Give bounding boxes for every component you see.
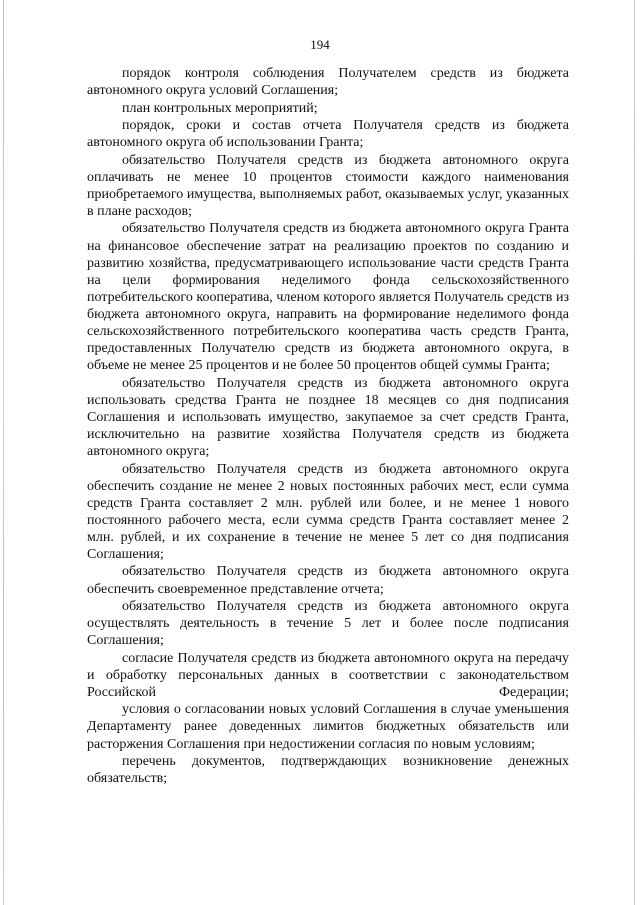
paragraph-cofinancing-obligation: обязательство Получателя средств из бюджета автономного округа оплачивать не менее 10 процентов стоимости каждого наименования приобретаемого имущества, выполняемых работ, оказываемых услуг, указанных в плане расходов;	[87, 152, 569, 219]
paragraph-report-procedure: порядок, сроки и состав отчета Получателя средств из бюджета автономного округа об использовании Гранта;	[87, 118, 569, 151]
paragraph-jobs-obligation: обязательство Получателя средств из бюджета автономного округа обеспечить создание не менее 2 новых постоянных рабочих мест, если сумма средств Гранта составляет 2 млн. рублей или более, и не менее 1 нового постоянного рабочего места, если сумма средств Гранта составляет менее 2 млн. рублей, и их сохранение в течение не менее 5 лет со дня подписания Соглашения;	[87, 461, 569, 562]
paragraph-activity-obligation: обязательство Получателя средств из бюджета автономного округа осуществлять деятельность в течение 5 лет и более после подписания Соглашения;	[87, 599, 569, 649]
paragraph-new-terms-conditions: условия о согласовании новых условий Соглашения в случае уменьшения Департаменту ранее доведенных лимитов бюджетных обязательств или расторжения Соглашения при недостижении согласия по новым условиям;	[87, 702, 569, 752]
paragraph-control-plan: план контрольных мероприятий;	[122, 100, 318, 116]
paragraph-reporting-obligation: обязательство Получателя средств из бюджета автономного округа обеспечить своевременное представление отчета;	[87, 564, 569, 597]
document-body	[87, 65, 569, 787]
paragraph-grant-usage-obligation: обязательство Получателя средств из бюджета автономного округа использовать средства Гранта не позднее 18 месяцев со дня подписания Соглашения и использовать имущество, закупаемое за счет средств Гранта, исключительно на развитие хозяйства Получателя средств из бюджета автономного округа;	[87, 375, 569, 460]
paragraph-control-procedure: порядок контроля соблюдения Получателем средств из бюджета автономного округа условий Соглашения;	[87, 66, 569, 99]
paragraph-indivisible-fund-obligation: обязательство Получателя средств из бюджета автономного округа Гранта на финансовое обеспечение затрат на реализацию проектов по созданию и развитию хозяйства, предусматривающего использование части средств Гранта на цели формирования неделимого фонда сельскохозяйственного потребительского кооператива, членом которого является Получатель средств из бюджета автономного округа, направить на формирование неделимого фонда сельскохозяйственного потребительского кооператива часть средств Гранта, предоставленных Получателю средств из бюджета автономного округа, в объеме не менее 25 процентов и не более 50 процентов общей суммы Гранта;	[87, 221, 569, 374]
page-number: 194	[310, 37, 330, 52]
paragraph-personal-data-consent: согласие Получателя средств из бюджета автономного округа на передачу и обработку персональных данных в соответствии с законодательством Российской Федерации;	[87, 650, 569, 700]
paragraph-documents-list: перечень документов, подтверждающих возникновение денежных обязательств;	[87, 754, 569, 787]
scan-edge-left	[3, 0, 4, 905]
scan-edge-right	[634, 0, 635, 905]
